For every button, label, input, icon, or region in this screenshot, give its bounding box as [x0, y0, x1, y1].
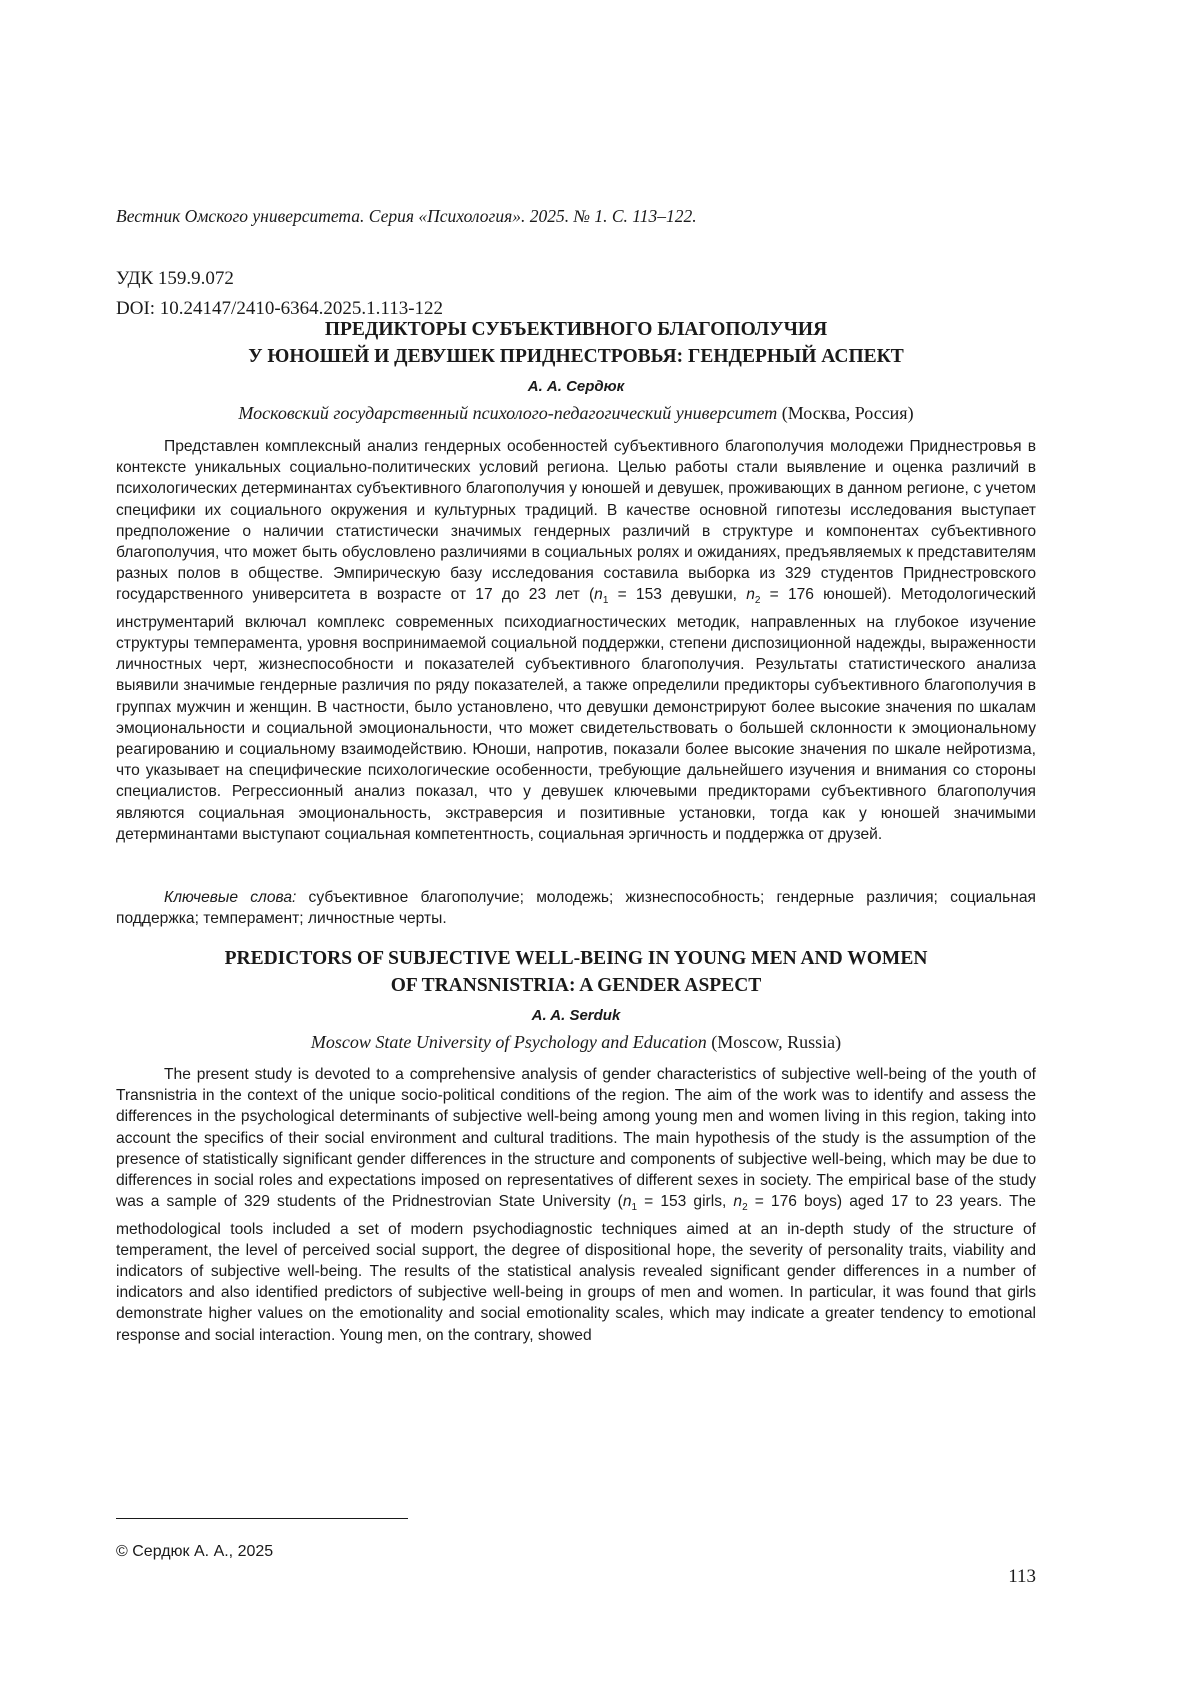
identifiers — [116, 264, 443, 324]
ru-n1-sub: 1 — [602, 595, 609, 607]
footnote-divider — [116, 1518, 408, 1519]
udk-code: УДК 159.9.072 — [116, 268, 234, 289]
copyright-footnote: © Сердюк А. А., 2025 — [116, 1543, 274, 1560]
en-abstract-part3: = 176 boys) aged 17 to 23 years. The methodological tools included a set of modern psychodiagnostic techniques aimed at an in-depth study of the structure of temperament, the level of perceived social support, the degree of dispositional hope, the severity of personality traits, viability and indicators of subjective well-being. The results of the statistical analysis revealed significant gender differences in a number of indicators and also identified predictors of subjective well-being in groups of men and women. In particular, it was found that girls demonstrate higher values on the emotionality and social emotionality scales, which may indicate a greater tendency to emotional response and social interaction. Young men, on the contrary, showed — [116, 1193, 1036, 1344]
ru-title — [116, 316, 1036, 370]
en-title — [116, 945, 1036, 999]
en-abstract-part1: The present study is devoted to a comprehensive analysis of gender characteristics of subjective well-being of the youth of Transnistria in the context of the unique socio-political conditions of the region. The aim of the work was to identify and assess the differences in the psychological determinants of subjective well-being among young men and women living in this region, taking into account the specifics of their social environment and cultural traditions. The main hypothesis of the study is the assumption of the presence of statistically significant gender differences in the structure and components of subjective well-being, which may be due to differences in social roles and expectations imposed on representatives of different sexes in society. The empirical base of the study was a sample of 329 students of the Pridnestrovian State University ( — [116, 1066, 1036, 1211]
en-abstract — [116, 1064, 1036, 1346]
ru-affiliation-location: (Москва, Россия) — [781, 403, 914, 423]
ru-title-line2: У ЮНОШЕЙ И ДЕВУШЕК ПРИДНЕСТРОВЬЯ: ГЕНДЕРНЫЙ АСПЕКТ — [248, 346, 904, 367]
ru-n1-symbol: n — [594, 586, 603, 604]
en-author: A. A. Serduk — [531, 1007, 621, 1024]
ru-keywords — [116, 887, 1036, 929]
ru-n2-sub: 2 — [754, 595, 761, 607]
ru-title-line1: ПРЕДИКТОРЫ СУБЪЕКТИВНОГО БЛАГОПОЛУЧИЯ — [324, 319, 828, 340]
ru-author: А. А. Сердюк — [527, 378, 625, 395]
ru-keywords-text: субъективное благополучие; молодежь; жизнеспособность; гендерные различия; социальная поддержка; темперамент; личностные черты. — [116, 889, 1036, 928]
ru-abstract-part1: Представлен комплексный анализ гендерных особенностей субъективного благополучия молодежи Приднестровья в контексте уникальных социально-политических условий региона. Целью работы стали выявление и оценка различий в психологических детерминантах субъективного благополучия у юношей и девушек, проживающих в данном регионе, с учетом специфики их социального окружения и культурных традиций. В качестве основной гипотезы исследования выступает предположение о наличии статистически значимых гендерных различий в структуре и компонентах субъективного благополучия, что может быть обусловлено различиями в социальных ролях и ожиданиях, предъявляемых к представителям разных полов в обществе. Эмпирическую базу исследования составила выборка из 329 студентов Приднестровского государственного университета в возрасте от 17 до 23 лет ( — [116, 438, 1036, 604]
journal-citation: Вестник Омского университета. Серия «Психология». 2025. № 1. С. 113–122. — [116, 206, 697, 226]
en-title-line1: PREDICTORS OF SUBJECTIVE WELL-BEING IN YOUNG MEN AND WOMEN — [224, 948, 928, 969]
en-abstract-part2: = 153 girls, — [637, 1193, 734, 1211]
en-n1-sub: 1 — [631, 1202, 638, 1214]
page-number: 113 — [1008, 1566, 1036, 1587]
ru-keywords-label: Ключевые слова: — [164, 889, 297, 906]
ru-affiliation-name: Московский государственный психолого-педагогический университет — [238, 403, 778, 423]
ru-abstract-part2: = 153 девушки, — [608, 586, 747, 604]
en-n2-sub: 2 — [742, 1202, 748, 1214]
en-affiliation-name: Moscow State University of Psychology and Education — [310, 1032, 707, 1052]
doi: DOI: 10.24147/2410-6364.2025.1.113-122 — [116, 298, 444, 319]
en-affiliation-location: (Moscow, Russia) — [711, 1032, 842, 1052]
paper-page — [116, 0, 1036, 1697]
ru-n2-symbol: n — [746, 586, 755, 604]
en-n1-symbol: n — [622, 1193, 632, 1211]
en-affiliation — [116, 1032, 1036, 1053]
ru-affiliation — [116, 403, 1036, 424]
en-n2-symbol: n — [733, 1193, 743, 1211]
en-title-line2: OF TRANSNISTRIA: A GENDER ASPECT — [390, 975, 762, 996]
ru-abstract — [116, 436, 1036, 845]
ru-abstract-part3: = 176 юношей). Методологический инструментарий включал комплекс современных психодиагностических методик, направленных на глубокое изучение структуры темперамента, уровня воспринимаемой социальной поддержки, степени диспозиционной надежды, выраженности личностных черт, жизнеспособности и показателей субъективного благополучия. Результаты статистического анализа выявили значимые гендерные различия по ряду показателей, а также определили предикторы субъективного благополучия в группах мужчин и женщин. В частности, было установлено, что девушки демонстрируют более высокие значения по шкалам эмоциональности и социальной эмоциональности, что может свидетельствовать о большей склонности к эмоциональному реагированию и социальному взаимодействию. Юноши, напротив, показали более высокие значения по шкале нейротизма, что указывает на специфические психологические особенности, требующие дальнейшего изучения и внимания со стороны специалистов. Регрессионный анализ показал, что у девушек ключевыми предикторами субъективного благополучия являются социальная эмоциональность, экстраверсия и позитивные установки, тогда как у юношей значимыми детерминантами выступают социальная компетентность, социальная эргичность и поддержка от друзей. — [116, 586, 1036, 843]
